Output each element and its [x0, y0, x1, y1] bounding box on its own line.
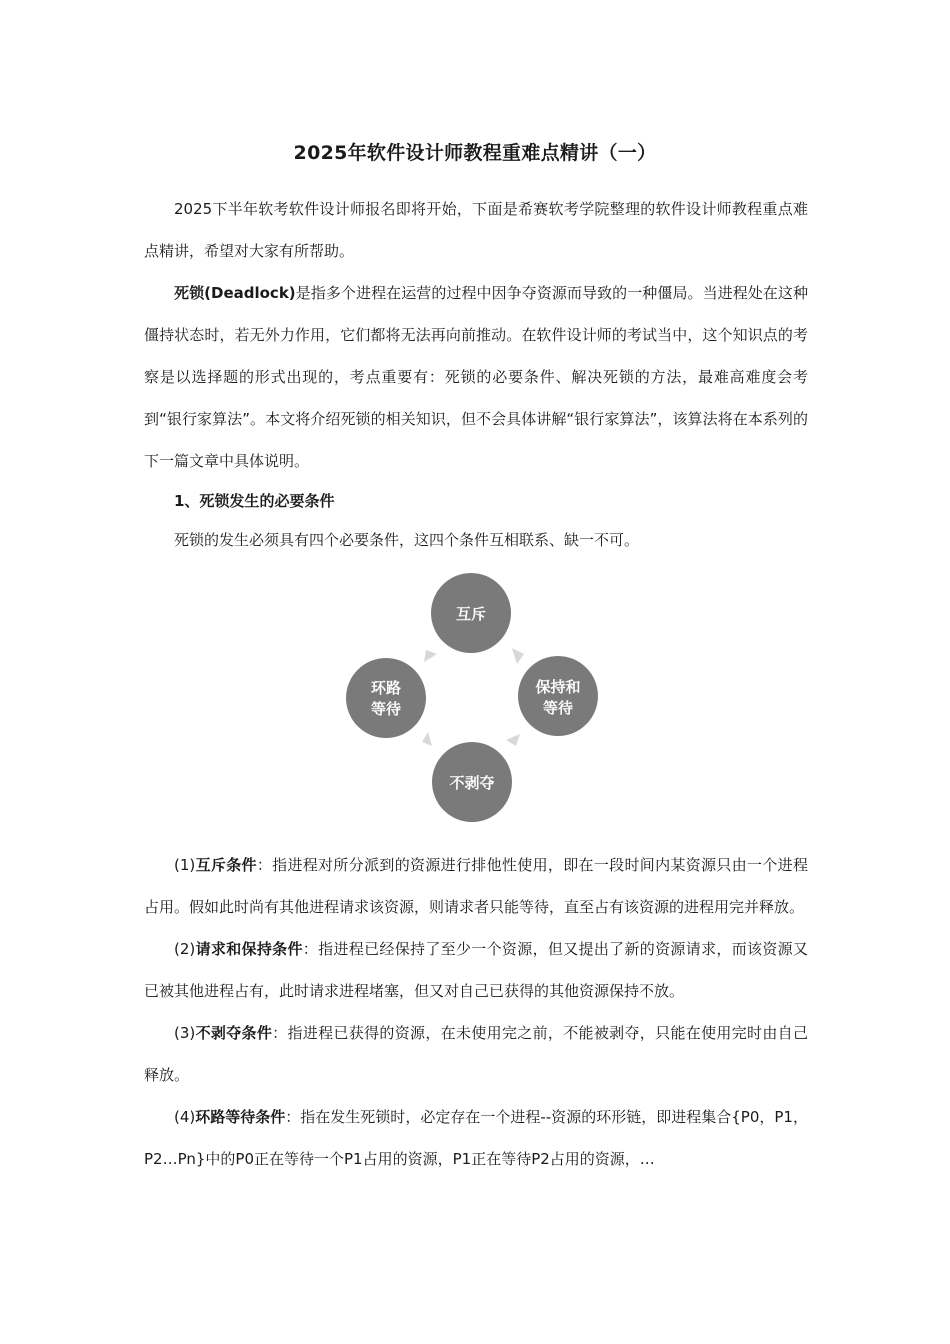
section-heading: 1、死锁发生的必要条件: [174, 492, 335, 510]
cycle-diagram-svg: [340, 570, 610, 828]
arrow-bottom-to-left: [422, 732, 432, 746]
condition-paragraph: [144, 844, 808, 928]
node-left-label-line1: 环路: [370, 679, 402, 697]
page-title: 2025年软件设计师教程重难点精讲（一）: [293, 142, 657, 164]
condition-text: ：指进程已经保持了至少一个资源，但又提出了新的资源请求，而该资源又已被其他进程占有，此时请求进程堵塞，但又对自己已获得的其他资源保持不放。: [144, 940, 808, 1000]
node-right: [518, 656, 598, 736]
document-body: [144, 188, 808, 1180]
intro-paragraph: 2025下半年软考软件设计师报名即将开始，下面是希赛软考学院整理的软件设计师教程重点难点精讲，希望对大家有所帮助。: [144, 200, 808, 260]
conditions-list: [144, 844, 808, 1180]
condition-name: 环路等待条件: [195, 1108, 286, 1126]
condition-number: (2): [174, 940, 196, 958]
cycle-arrows: [422, 648, 524, 746]
node-bottom-label: 不剥夺: [449, 774, 495, 792]
condition-number: (1): [174, 856, 196, 874]
condition-text: ：指进程已获得的资源，在未使用完之前，不能被剥夺，只能在使用完时由自己释放。: [144, 1024, 808, 1084]
condition-name: 互斥条件: [195, 856, 257, 874]
node-left-label-line2: 等待: [370, 700, 402, 718]
condition-text: ：指在发生死锁时，必定存在一个进程--资源的环形链，即进程集合{P0，P1，P2…Pn}中的P0正在等待一个P1占用的资源，P1正在等待P2占用的资源，…: [144, 1108, 808, 1168]
node-left-circle: [346, 658, 426, 738]
arrow-top-to-right: [512, 648, 524, 664]
condition-number: (4): [174, 1108, 196, 1126]
node-bottom: [432, 742, 512, 822]
deadlock-definition-text: 是指多个进程在运营的过程中因争夺资源而导致的一种僵局。当进程处在这种僵持状态时，若无外力作用，它们都将无法再向前推动。在软件设计师的考试当中，这个知识点的考察是以选择题的形式出现的，考点重要有：死锁的必要条件、解决死锁的方法，最难高难度会考到“银行家算法”。本文将介绍死锁的相关知识，但不会具体讲解“银行家算法”，该算法将在本系列的下一篇文章中具体说明。: [144, 284, 808, 470]
deadlock-definition-paragraph: [144, 272, 808, 482]
condition-name: 不剥夺条件: [195, 1024, 273, 1042]
deadlock-term: 死锁(Deadlock): [174, 284, 296, 302]
deadlock-conditions-diagram: [144, 570, 808, 828]
condition-name: 请求和保持条件: [195, 940, 303, 958]
node-right-label-line2: 等待: [542, 699, 574, 717]
condition-paragraph: [144, 1096, 808, 1180]
node-top: [431, 573, 511, 653]
condition-paragraph: [144, 928, 808, 1012]
node-right-circle: [518, 656, 598, 736]
arrow-right-to-bottom: [506, 734, 520, 746]
section-lead: 死锁的发生必须具有四个必要条件，这四个条件互相联系、缺一不可。: [174, 531, 640, 549]
arrow-left-to-top: [424, 650, 437, 662]
condition-number: (3): [174, 1024, 196, 1042]
node-top-label: 互斥: [455, 605, 487, 623]
condition-paragraph: [144, 1012, 808, 1096]
condition-text: ：指进程对所分派到的资源进行排他性使用，即在一段时间内某资源只由一个进程占用。假如此时尚有其他进程请求该资源，则请求者只能等待，直至占有该资源的进程用完并释放。: [144, 856, 808, 916]
node-right-label-line1: 保持和: [535, 678, 581, 696]
node-left: [346, 658, 426, 738]
